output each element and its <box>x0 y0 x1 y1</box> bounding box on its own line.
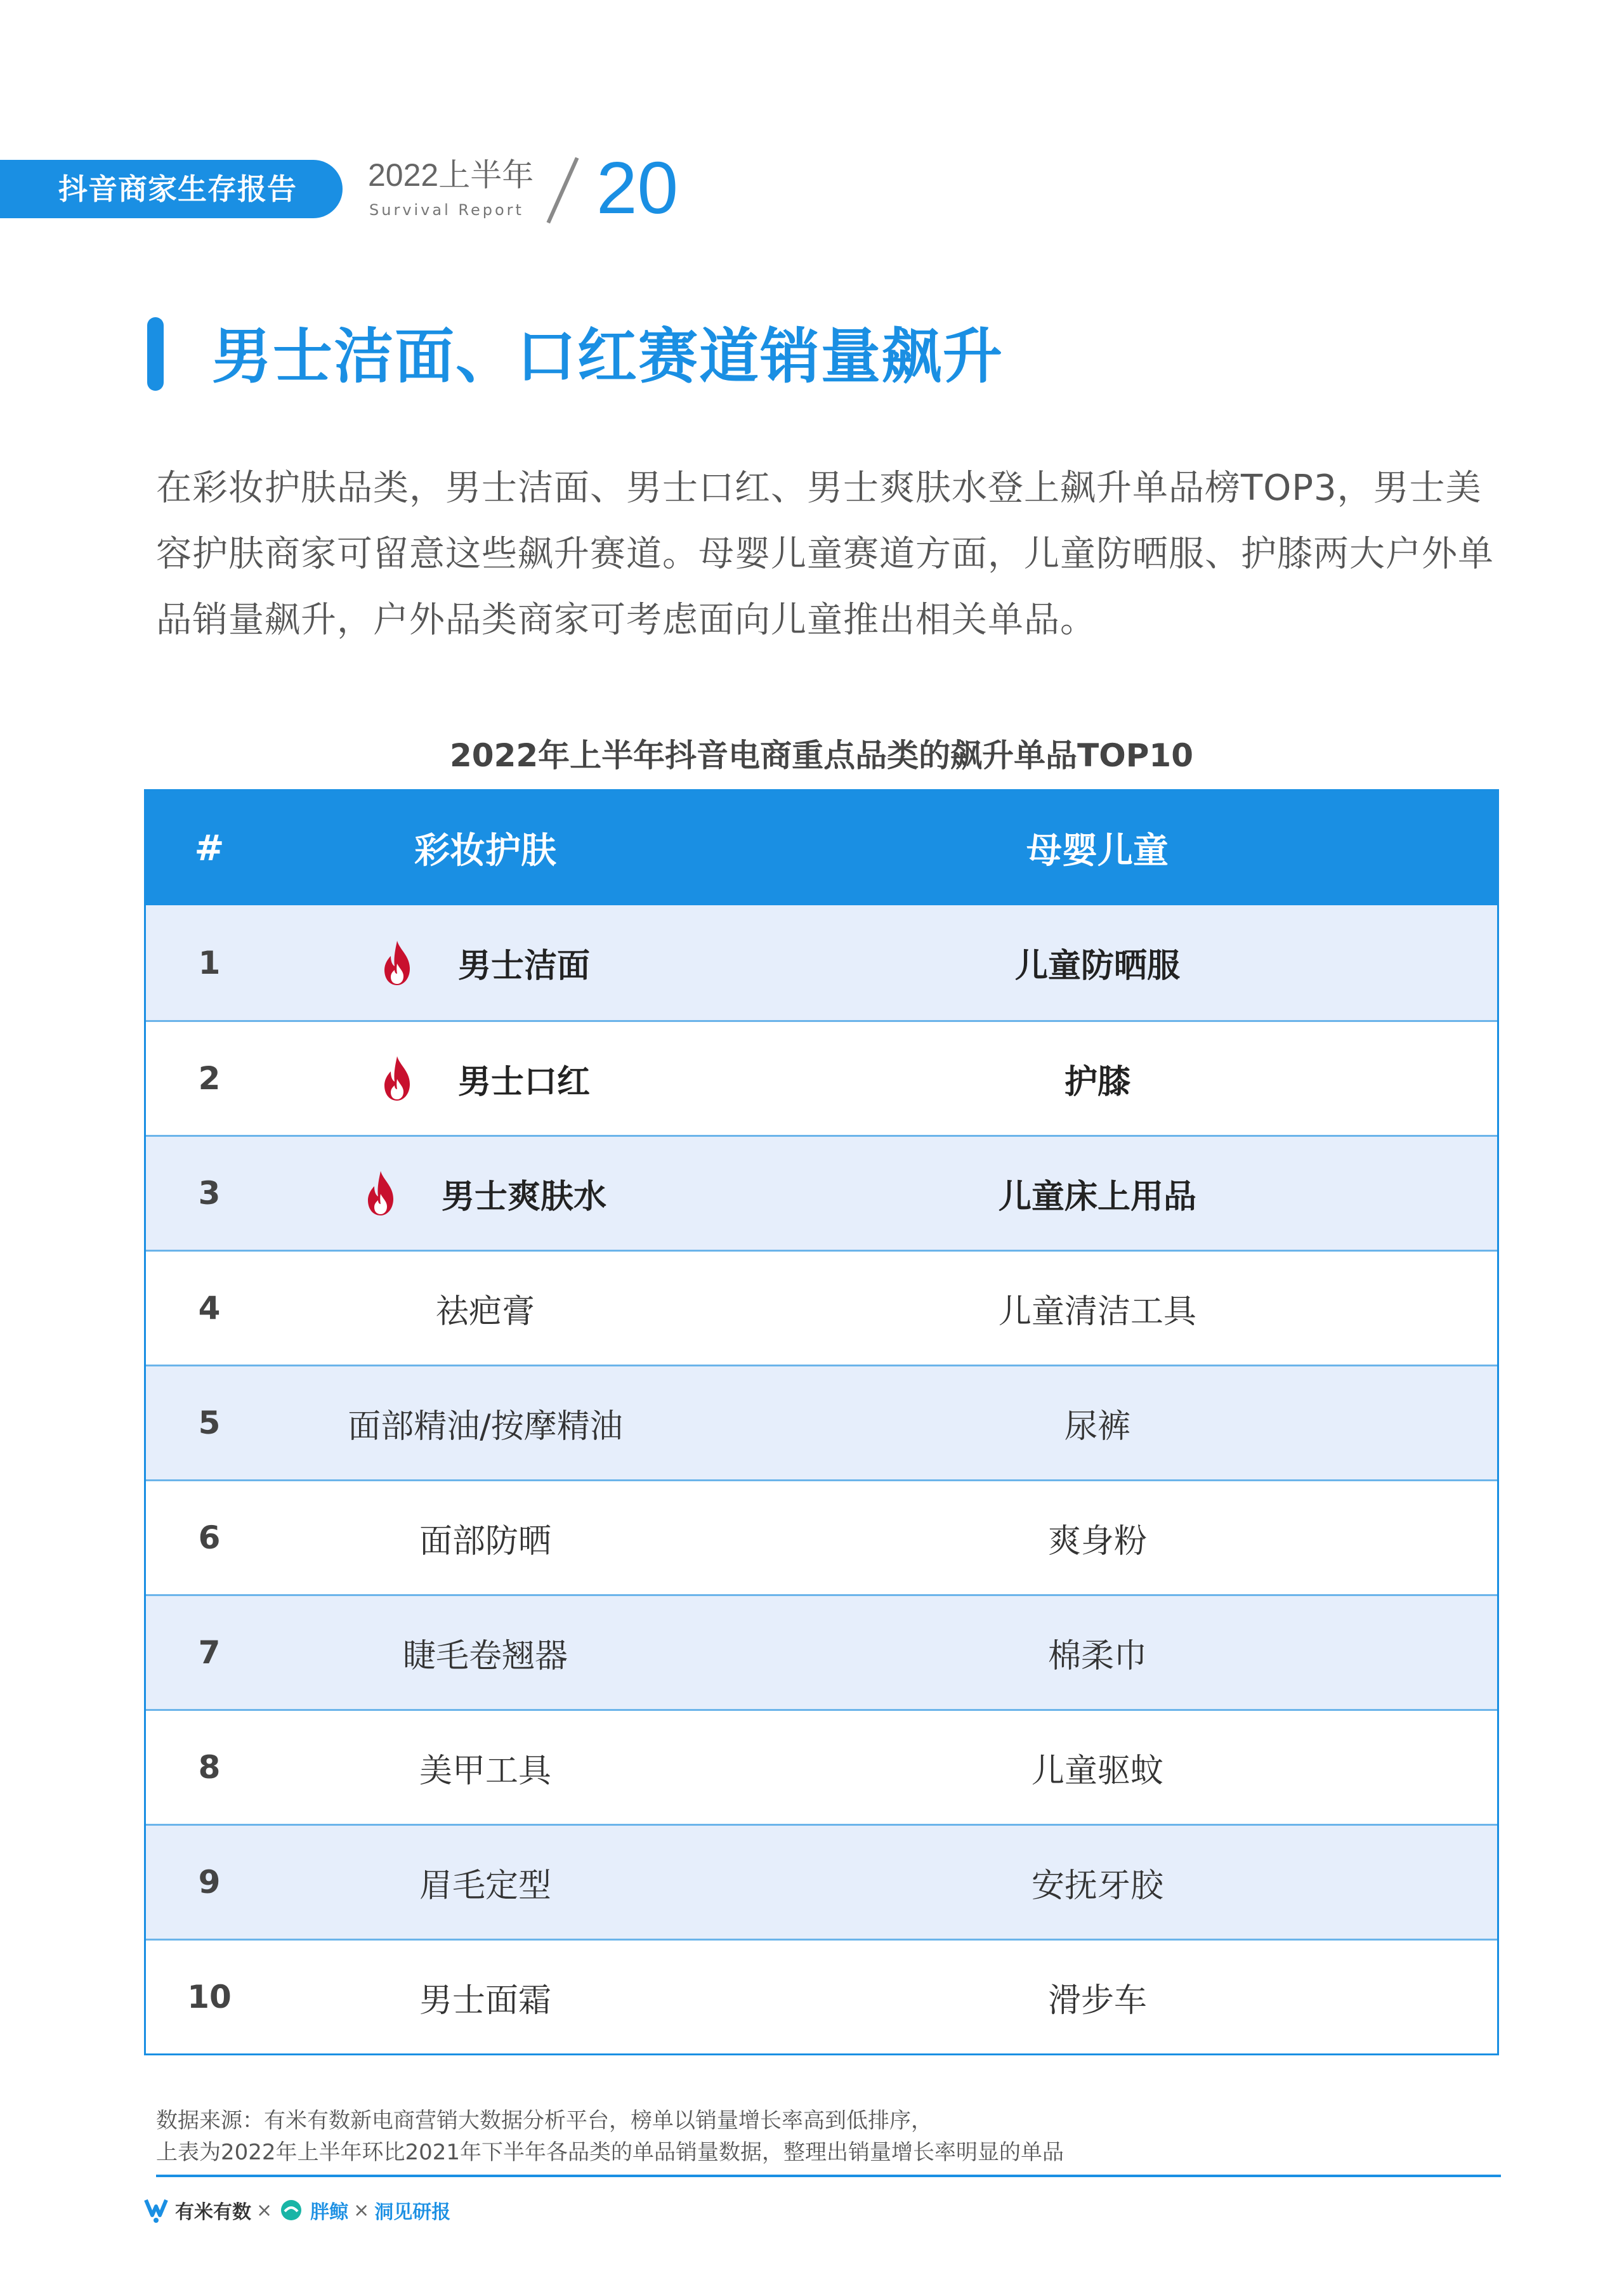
footer-logos <box>142 2191 450 2229</box>
table-caption: 2022年上半年抖音电商重点品类的飙升单品TOP10 <box>450 737 1193 774</box>
baby-item: 儿童驱蚊 <box>1031 1751 1163 1790</box>
rank-cell: 6 <box>198 1519 221 1556</box>
baby-item: 滑步车 <box>1047 1981 1147 2020</box>
report-subtitle: Survival Report <box>369 201 524 219</box>
data-source-line-1: 数据来源：有米有数新电商营销大数据分析平台，榜单以销量增长率高到低排序， <box>156 2108 933 2133</box>
baby-item: 护膝 <box>1064 1063 1130 1101</box>
rank-cell: 3 <box>198 1175 221 1212</box>
intro-paragraph: 在彩妆护肤品类，男士洁面、男士口红、男士爽肤水登上飙升单品榜TOP3，男士美容护肤商家可留意这些飙升赛道。母婴儿童赛道方面，儿童防晒服、护膝两大户外单品销量飙升，户外品类商家可考虑面向儿童推出相关单品。 <box>156 468 1494 641</box>
cosmetics-item: 男士口红 <box>457 1063 590 1101</box>
logo-separator-2: × <box>353 2199 370 2222</box>
cosmetics-item: 男士爽肤水 <box>441 1177 606 1216</box>
table-body <box>146 905 1497 2053</box>
cosmetics-cell <box>273 1399 698 1447</box>
data-source-note <box>156 2105 1064 2168</box>
column-header-rank: # <box>194 827 225 869</box>
table-header-row <box>146 791 1497 905</box>
table-row <box>146 1365 1497 1479</box>
whale-logo-icon <box>277 2196 305 2224</box>
cosmetics-cell <box>273 939 698 986</box>
report-tag: 抖音商家生存报告 <box>58 172 297 206</box>
table-row <box>146 1709 1497 1824</box>
fire-icon <box>381 1055 414 1102</box>
brand-pangjing: 胖鲸 <box>310 2201 349 2223</box>
table-row <box>146 1479 1497 1594</box>
table-row <box>146 1939 1497 2053</box>
table-row <box>146 1250 1497 1365</box>
table-row <box>146 1824 1497 1939</box>
page-title: 男士洁面、口红赛道销量飙升 <box>212 322 1004 391</box>
cosmetics-item: 男士面霜 <box>419 1981 551 2020</box>
data-source-line-2: 上表为2022年上半年环比2021年下半年各品类的单品销量数据，整理出销量增长率明显的单品 <box>156 2140 1064 2165</box>
rank-cell: 2 <box>198 1060 221 1097</box>
cosmetics-cell <box>273 1974 698 2021</box>
cosmetics-item: 眉毛定型 <box>419 1866 551 1905</box>
ranking-table <box>144 789 1499 2055</box>
fire-icon <box>364 1170 397 1217</box>
column-header-cosmetics <box>273 823 698 874</box>
cosmetics-item: 男士洁面 <box>457 947 590 985</box>
cosmetics-cell <box>273 1514 698 1562</box>
baby-item: 棉柔巾 <box>1047 1637 1147 1675</box>
youmi-logo-icon <box>142 2196 170 2224</box>
rank-cell: 5 <box>198 1404 221 1441</box>
cosmetics-item: 面部防晒 <box>419 1522 551 1561</box>
baby-item: 爽身粉 <box>1047 1522 1147 1561</box>
logo-separator: × <box>256 2199 273 2222</box>
cosmetics-cell <box>273 1055 698 1103</box>
table-row <box>146 1135 1497 1250</box>
cosmetics-item: 美甲工具 <box>419 1751 551 1790</box>
rank-cell: 9 <box>198 1864 221 1901</box>
table-row <box>146 1594 1497 1709</box>
cosmetics-item: 祛疤膏 <box>435 1292 535 1331</box>
column-header-baby: 母婴儿童 <box>1026 830 1169 872</box>
rank-cell: 8 <box>198 1749 221 1786</box>
baby-item: 安抚牙胶 <box>1031 1866 1163 1905</box>
cosmetics-cell <box>273 1744 698 1791</box>
baby-item: 儿童清洁工具 <box>998 1292 1196 1331</box>
brand-dongjian: 洞见研报 <box>374 2201 451 2223</box>
cosmetics-item: 睫毛卷翘器 <box>402 1637 568 1675</box>
baby-item: 儿童床上用品 <box>998 1177 1196 1216</box>
page-number: 20 <box>596 147 679 229</box>
cosmetics-cell <box>273 1859 698 1906</box>
baby-item: 尿裤 <box>1064 1407 1130 1446</box>
table-row <box>146 1020 1497 1135</box>
rank-cell: 4 <box>198 1290 221 1326</box>
rank-cell: 7 <box>198 1634 221 1671</box>
cosmetics-cell <box>273 1629 698 1677</box>
cosmetics-cell <box>273 1170 698 1217</box>
report-year: 2022上半年 <box>368 157 534 193</box>
header-divider <box>546 157 579 224</box>
cosmetics-cell <box>273 1285 698 1332</box>
cosmetics-item: 面部精油/按摩精油 <box>348 1407 623 1446</box>
footer-divider <box>156 2175 1501 2177</box>
rank-cell: 10 <box>187 1979 232 2015</box>
column-header-cosmetics-label: 彩妆护肤 <box>414 830 556 872</box>
fire-icon <box>381 940 414 986</box>
rank-cell: 1 <box>198 944 221 981</box>
table-row <box>146 905 1497 1020</box>
baby-item: 儿童防晒服 <box>1014 947 1180 985</box>
brand-youmi: 有米有数 <box>175 2201 251 2223</box>
title-accent-bar <box>147 317 164 391</box>
